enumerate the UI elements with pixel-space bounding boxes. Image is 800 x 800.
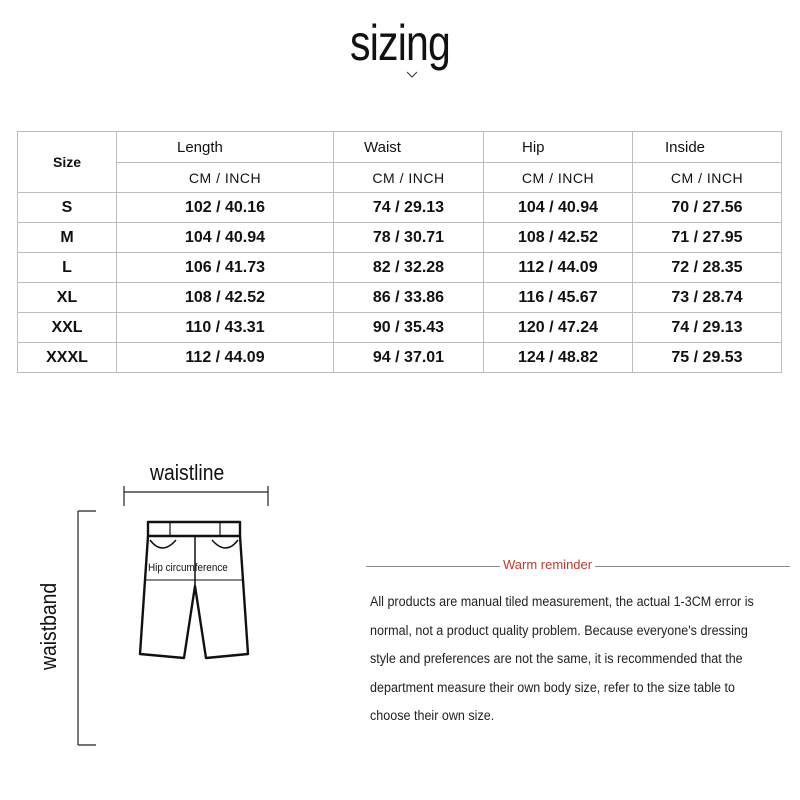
waist-cell: 82 / 32.28 (334, 253, 484, 283)
length-cell: 102 / 40.16 (117, 193, 334, 223)
size-cell: S (18, 193, 117, 223)
inside-cell: 72 / 28.35 (633, 253, 782, 283)
hip-cell: 116 / 45.67 (484, 283, 633, 313)
column-header-hip: Hip (484, 132, 633, 163)
waistband-label: waistband (36, 582, 61, 670)
column-header-inside: Inside (633, 132, 782, 163)
inside-cell: 73 / 28.74 (633, 283, 782, 313)
page-title: sizing (350, 15, 450, 71)
waist-cell: 90 / 35.43 (334, 313, 484, 343)
inside-cell: 74 / 29.13 (633, 313, 782, 343)
unit-label: CM / INCH (334, 163, 484, 193)
size-cell: XXL (18, 313, 117, 343)
unit-label: CM / INCH (117, 163, 334, 193)
waist-cell: 78 / 30.71 (334, 223, 484, 253)
column-header-waist: Waist (334, 132, 484, 163)
size-cell: XXXL (18, 343, 117, 373)
inside-cell: 70 / 27.56 (633, 193, 782, 223)
waistline-bracket (124, 486, 268, 506)
size-cell: M (18, 223, 117, 253)
shorts-icon (140, 522, 248, 658)
hip-cell: 112 / 44.09 (484, 253, 633, 283)
hip-circumference-label: Hip circumference (148, 562, 228, 574)
hip-cell: 104 / 40.94 (484, 193, 633, 223)
unit-label: CM / INCH (484, 163, 633, 193)
hip-cell: 120 / 47.24 (484, 313, 633, 343)
waist-cell: 86 / 33.86 (334, 283, 484, 313)
inside-cell: 71 / 27.95 (633, 223, 782, 253)
size-cell: XL (18, 283, 117, 313)
reminder-title: Warm reminder (500, 557, 595, 572)
length-cell: 110 / 43.31 (117, 313, 334, 343)
size-cell: L (18, 253, 117, 283)
size-column-header: Size (18, 132, 117, 193)
column-header-length: Length (117, 132, 334, 163)
unit-label: CM / INCH (633, 163, 782, 193)
length-cell: 112 / 44.09 (117, 343, 334, 373)
waistband-bracket (78, 511, 96, 745)
length-cell: 106 / 41.73 (117, 253, 334, 283)
reminder-body: All products are manual tiled measurement, the actual 1-3CM error is normal, not a product quality problem. Because everyone's dressing style and preferences are not the same, it is recommended that the department measure their own body size, refer to the size table to choose their own size. (370, 594, 754, 723)
inside-cell: 75 / 29.53 (633, 343, 782, 373)
waistline-label: waistline (150, 460, 225, 485)
length-cell: 108 / 42.52 (117, 283, 334, 313)
waist-cell: 74 / 29.13 (334, 193, 484, 223)
hip-cell: 108 / 42.52 (484, 223, 633, 253)
hip-cell: 124 / 48.82 (484, 343, 633, 373)
length-cell: 104 / 40.94 (117, 223, 334, 253)
waist-cell: 94 / 37.01 (334, 343, 484, 373)
